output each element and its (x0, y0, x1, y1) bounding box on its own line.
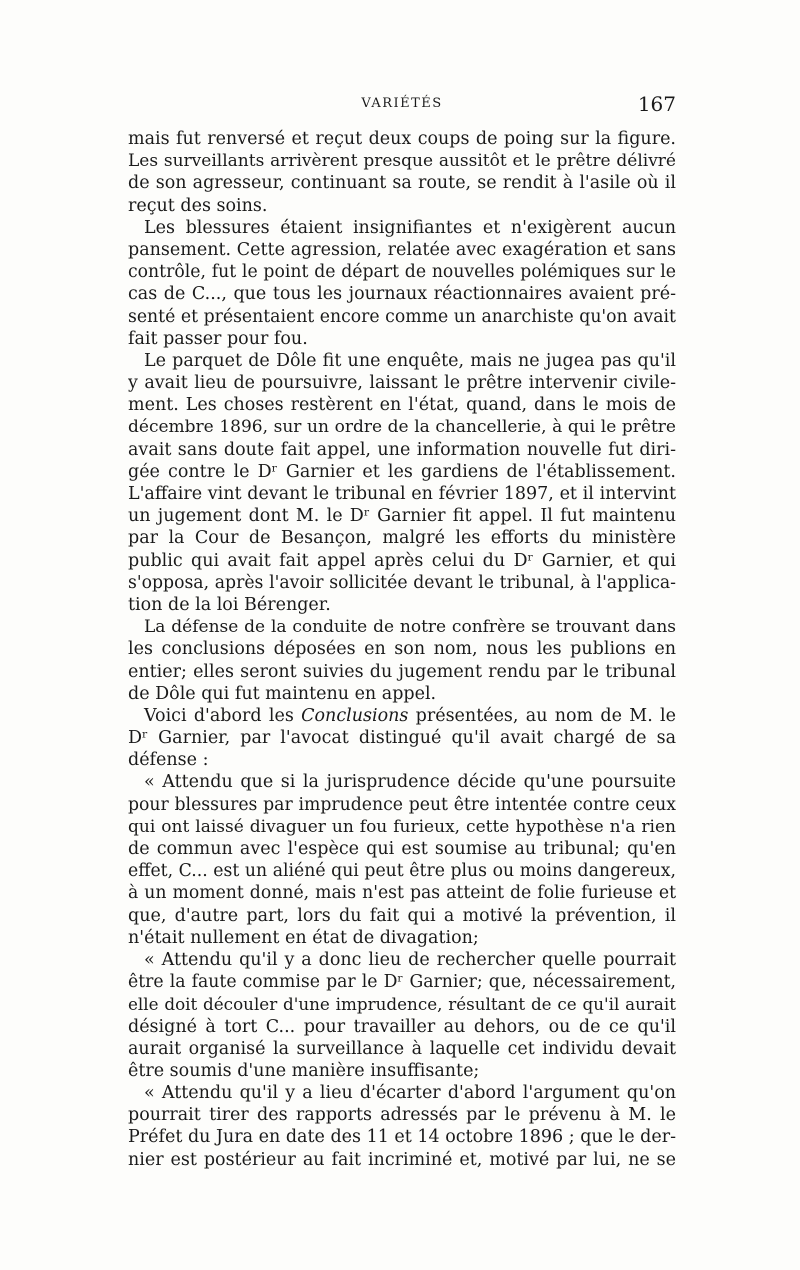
text-fragment: présentées, au nom de M. le (415, 705, 676, 726)
text-line: nier est postérieur au fait incriminé et, motivé par lui, ne se (128, 1149, 676, 1170)
text-line: de commun avec l'espèce qui est soumise au tribunal; qu'en (128, 839, 676, 859)
text-line: de son agresseur, continuant sa route, se rendit à l'asile où il (128, 173, 676, 194)
text-line: L'affaire vint devant le tribunal en février 1897, et il intervint (128, 484, 676, 504)
text-line: public qui avait fait appel après celui du Dʳ Garnier, et qui (128, 550, 676, 571)
text-line: pour blessures par imprudence peut être intentée contre ceux (128, 794, 676, 815)
text-line: Préfet du Jura en date des 11 et 14 octobre 1896 ; que le der- (128, 1127, 676, 1148)
text-line: aurait organisé la surveillance à laquelle cet individu devait (128, 1038, 676, 1059)
text-line: entier; elles seront suivies du jugement rendu par le tribunal (128, 661, 676, 682)
running-title: VARIÉTÉS (361, 96, 443, 111)
text-line: être la faute commise par le Dʳ Garnier; que, nécessairement, (128, 972, 676, 993)
text-line: défense : (128, 750, 209, 771)
text-line: « Attendu qu'il y a lieu d'écarter d'abord l'argument qu'on (144, 1083, 676, 1104)
text-line: un jugement dont M. le Dʳ Garnier fit appel. Il fut maintenu (128, 506, 676, 527)
text-line: elle doit découler d'une imprudence, résultant de ce qu'il aurait (128, 994, 676, 1015)
italic-term: Conclusions (301, 705, 409, 726)
text-line: y avait lieu de poursuivre, laissant le prêtre intervenir civile- (128, 373, 676, 394)
text-line: désigné à tort C... pour travailler au dehors, ou de ce qu'il (128, 1016, 676, 1037)
text-line: contrôle, fut le point de départ de nouvelles polémiques sur le (128, 262, 676, 283)
text-line: pansement. Cette agression, relatée avec exagération et sans (128, 239, 676, 260)
body-text (128, 128, 676, 1171)
text-line: avait sans doute fait appel, une information nouvelle fut diri- (128, 439, 676, 460)
running-head (128, 92, 676, 118)
text-line: par la Cour de Besançon, malgré les efforts du ministère (128, 528, 676, 549)
text-line: être soumis d'une manière insuffisante; (128, 1060, 480, 1081)
text-line: que, d'autre part, lors du fait qui a motivé la prévention, il (128, 905, 676, 926)
text-line: Le parquet de Dôle fit une enquête, mais ne jugea pas qu'il (144, 350, 676, 371)
text-line: La défense de la conduite de notre confrère se trouvant dans (144, 617, 676, 638)
text-line: s'opposa, après l'avoir sollicitée devant le tribunal, à l'applica- (128, 572, 676, 593)
text-line: Les surveillants arrivèrent presque aussitôt et le prêtre délivré (128, 151, 676, 172)
text-line: tion de la loi Bérenger. (128, 594, 331, 615)
text-line (128, 705, 676, 727)
text-line: « Attendu qu'il y a donc lieu de rechercher quelle pourrait (144, 949, 676, 970)
text-line: les conclusions déposées en son nom, nous les publions en (128, 639, 676, 660)
text-line: Les blessures étaient insignifiantes et n'exigèrent aucun (144, 217, 676, 238)
text-fragment: Voici d'abord les (144, 705, 294, 726)
text-line: pourrait tirer des rapports adressés par le prévenu à M. le (128, 1105, 676, 1126)
text-line: qui ont laissé divaguer un fou furieux, cette hypothèse n'a rien (128, 816, 676, 837)
text-line: de Dôle qui fut maintenu en appel. (128, 683, 437, 704)
text-line: « Attendu que si la jurisprudence décide qu'une poursuite (144, 772, 676, 793)
page-number: 167 (637, 92, 676, 116)
text-line: ment. Les choses restèrent en l'état, quand, dans le mois de (128, 395, 676, 416)
text-line: n'était nullement en état de divagation; (128, 927, 479, 948)
text-line: reçut des soins. (128, 195, 268, 216)
text-line: senté et présentaient encore comme un anarchiste qu'on avait (128, 306, 676, 327)
text-line: décembre 1896, sur un ordre de la chancellerie, à qui le prêtre (128, 417, 676, 438)
text-line: cas de C..., que tous les journaux réactionnaires avaient pré- (128, 284, 676, 305)
text-line: mais fut renversé et reçut deux coups de poing sur la figure. (128, 129, 676, 149)
text-line: à un moment donné, mais n'est pas atteint de folie furieuse et (128, 883, 676, 904)
text-line: Dʳ Garnier, par l'avocat distingué qu'il avait chargé de sa (128, 728, 676, 749)
text-line: effet, C... est un aliéné qui peut être plus ou moins dangereux, (128, 861, 676, 882)
text-line: gée contre le Dʳ Garnier et les gardiens de l'établissement. (128, 461, 676, 482)
text-line: fait passer pour fou. (128, 328, 308, 349)
